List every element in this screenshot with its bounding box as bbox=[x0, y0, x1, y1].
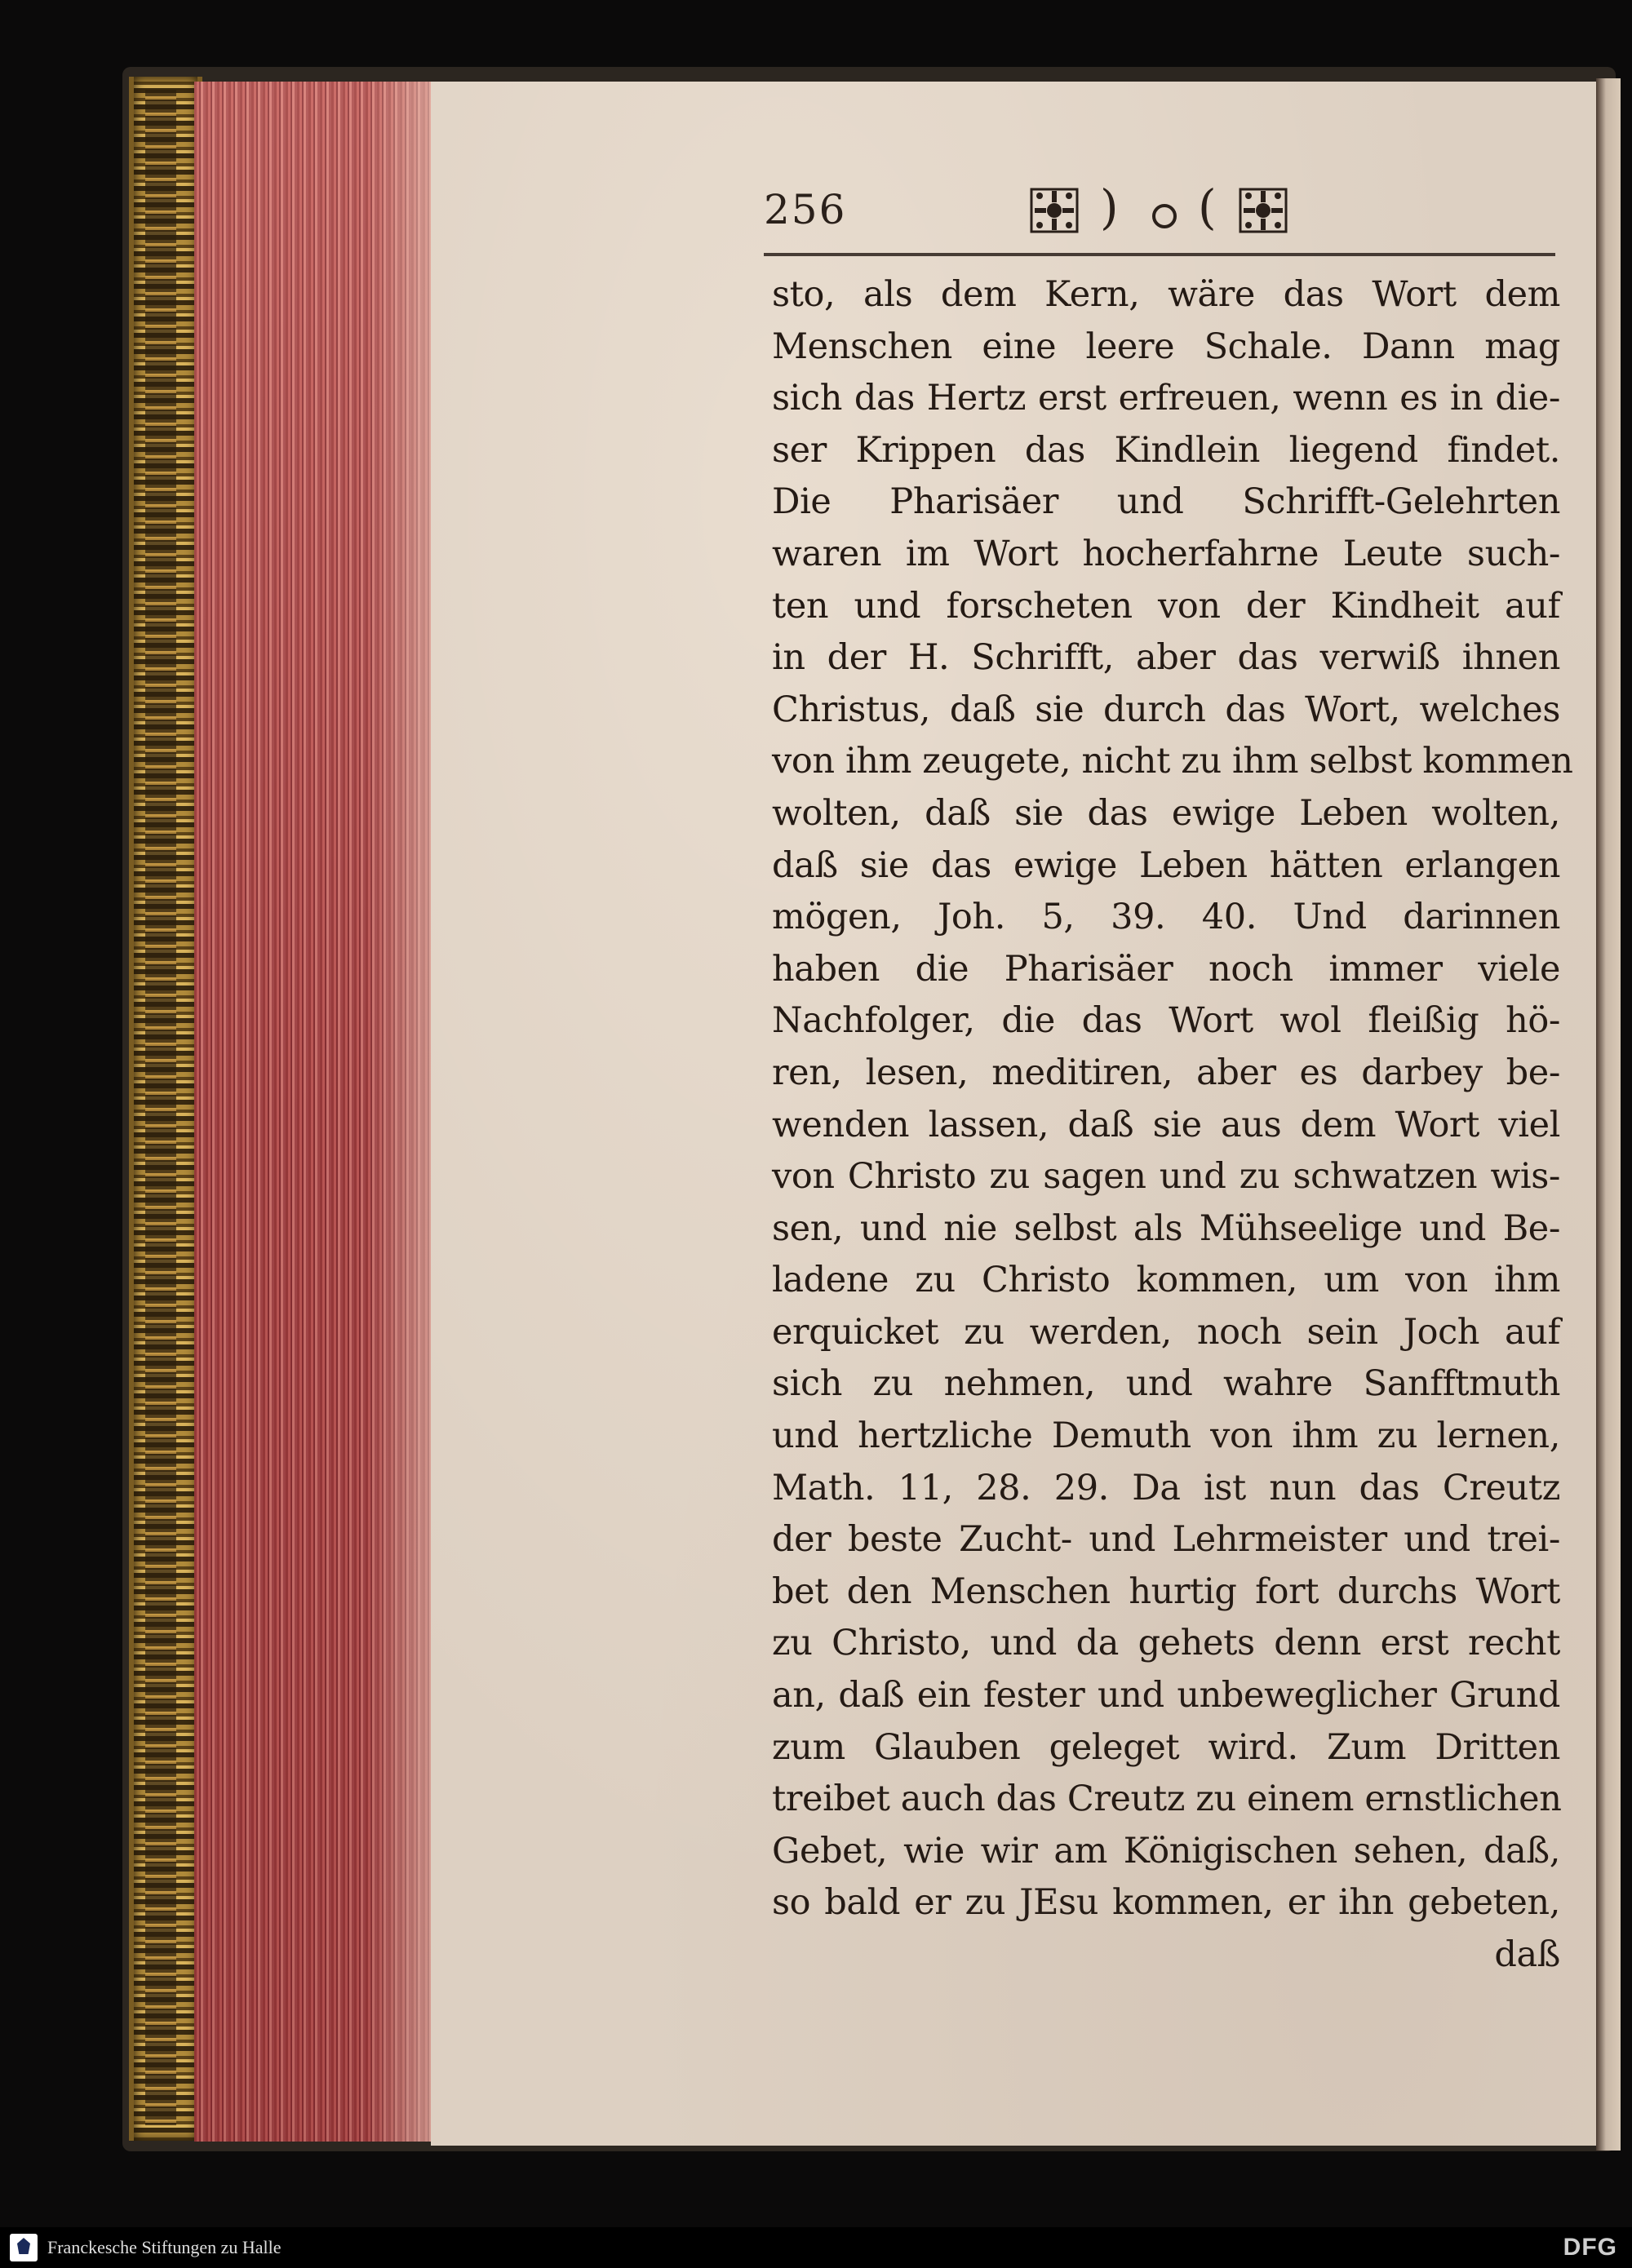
page-edge-highlight bbox=[367, 82, 432, 2142]
text-line: daß sie das ewige Leben hätten erlangen bbox=[772, 844, 1560, 886]
text-line: Gebet, wie wir am Königischen sehen, daß, bbox=[772, 1830, 1560, 1872]
text-line: zum Glauben geleget wird. Zum Dritten bbox=[772, 1726, 1560, 1768]
header-rule bbox=[764, 253, 1555, 256]
text-line: Menschen eine leere Schale. Dann mag bbox=[772, 326, 1560, 367]
text-line: erquicket zu werden, noch sein Joch auf bbox=[772, 1311, 1560, 1353]
text-line: in der H. Schrifft, aber das verwiß ihnen bbox=[772, 637, 1560, 679]
text-line: von Christo zu sagen und zu schwatzen wis- bbox=[772, 1156, 1560, 1198]
text-line: bet den Menschen hurtig fort durchs Wort bbox=[772, 1570, 1560, 1612]
text-line: wolten, daß sie das ewige Leben wolten, bbox=[772, 792, 1560, 834]
facing-page-edge bbox=[1596, 78, 1621, 2151]
text-line: so bald er zu JEsu kommen, er ihn gebeten, bbox=[772, 1882, 1560, 1924]
text-line: sen, und nie selbst als Mühseelige und Be- bbox=[772, 1207, 1560, 1249]
text-line: sich zu nehmen, und wahre Sanfftmuth bbox=[772, 1363, 1560, 1405]
text-line: Math. 11, 28. 29. Da ist nun das Creutz bbox=[772, 1467, 1560, 1508]
text-line: der beste Zucht- und Lehrmeister und trei- bbox=[772, 1519, 1560, 1561]
text-line: ren, lesen, meditiren, aber es darbey be- bbox=[772, 1052, 1560, 1093]
funder-logo: DFG bbox=[1563, 2234, 1617, 2261]
text-line: von ihm zeugete, nicht zu ihm selbst kommen bbox=[772, 741, 1573, 782]
text-line: mögen, Joh. 5, 39. 40. Und darinnen bbox=[772, 897, 1560, 938]
viewer-footer bbox=[0, 2227, 1632, 2268]
fleuron-right-icon bbox=[1237, 186, 1289, 235]
catchword: daß bbox=[1494, 1934, 1560, 1975]
text-line: treibet auch das Creutz zu einem ernstlichen bbox=[772, 1779, 1562, 1820]
header-paren-left: ) bbox=[1100, 179, 1119, 235]
text-line: ladene zu Christo kommen, um von ihm bbox=[772, 1260, 1560, 1301]
page-header bbox=[757, 178, 1557, 243]
text-line: an, daß ein fester und unbeweglicher Grund bbox=[772, 1675, 1560, 1717]
text-line: sto, als dem Kern, wäre das Wort dem bbox=[772, 274, 1560, 315]
fleuron-left-icon bbox=[1028, 186, 1080, 235]
gilt-tooling-pattern bbox=[145, 90, 176, 2125]
text-line: und hertzliche Demuth von ihm zu lernen, bbox=[772, 1415, 1560, 1457]
institution-name: Franckesche Stiftungen zu Halle bbox=[47, 2237, 282, 2257]
header-circle-icon bbox=[1152, 204, 1177, 228]
text-line: ten und forscheten von der Kindheit auf bbox=[772, 585, 1560, 627]
text-line: Die Pharisäer und Schrifft-Gelehrten bbox=[772, 481, 1560, 523]
text-line: ser Krippen das Kindlein liegend findet. bbox=[772, 429, 1560, 471]
text-line: Nachfolger, die das Wort wol fleißig hö- bbox=[772, 1000, 1560, 1042]
text-line: wenden lassen, daß sie aus dem Wort viel bbox=[772, 1104, 1560, 1145]
page-number: 256 bbox=[764, 186, 847, 233]
text-line: waren im Wort hocherfahrne Leute such- bbox=[772, 533, 1560, 574]
text-line: sich das Hertz erst erfreuen, wenn es in die- bbox=[772, 378, 1560, 419]
text-line: zu Christo, und da gehets denn erst recht bbox=[772, 1623, 1560, 1664]
header-paren-right: ( bbox=[1198, 179, 1217, 235]
body-text bbox=[772, 269, 1573, 1982]
text-line: Christus, daß sie durch das Wort, welches bbox=[772, 689, 1560, 730]
institution-logo-icon bbox=[10, 2234, 38, 2261]
text-line: haben die Pharisäer noch immer viele bbox=[772, 948, 1560, 990]
